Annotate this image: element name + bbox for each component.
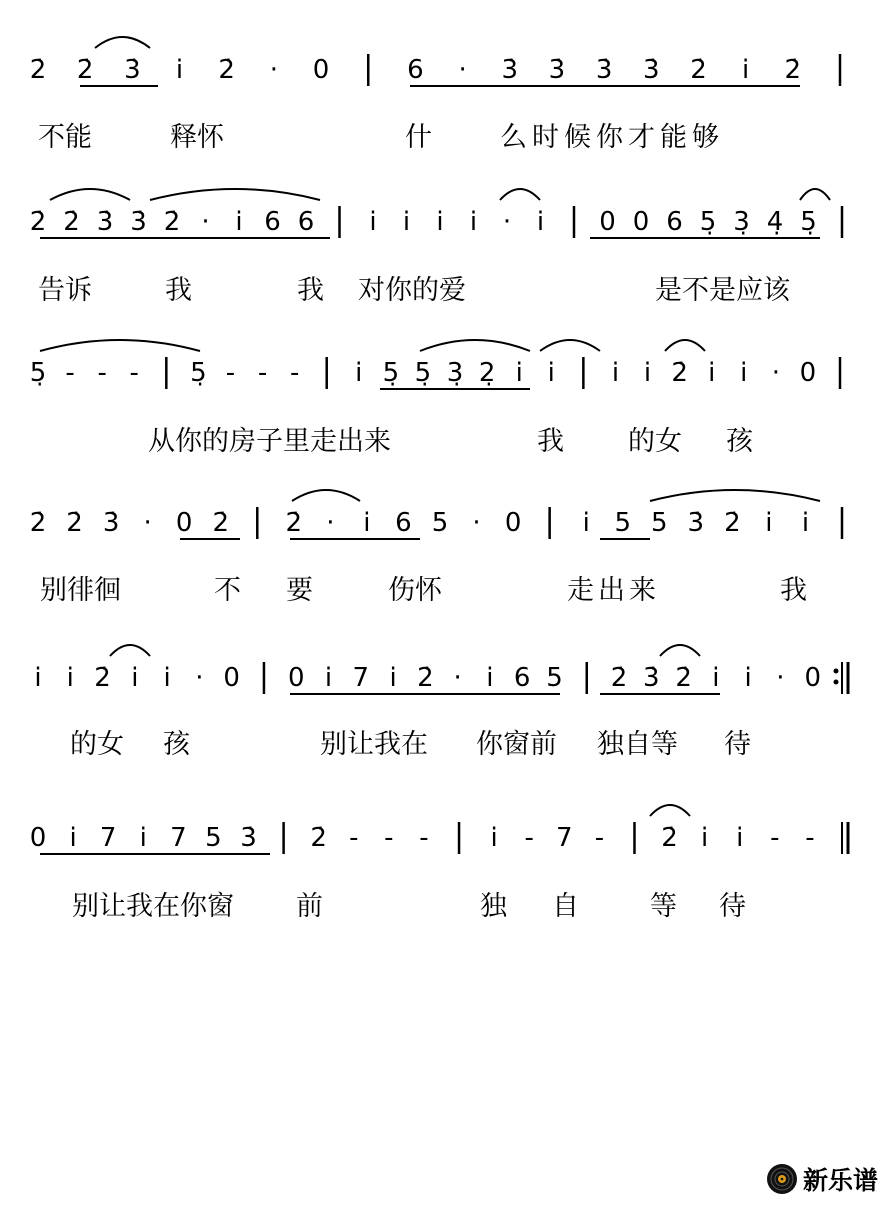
score-note: i [486, 663, 494, 693]
score-note: i [69, 823, 77, 853]
score-note: - [225, 358, 236, 388]
score-note: 5 [546, 663, 563, 693]
score-note: 2̇ [94, 663, 111, 693]
score-note: i [708, 358, 716, 388]
score-note: 3̇ [501, 55, 519, 85]
score-note: · [326, 508, 335, 538]
slur-arc [500, 189, 540, 200]
score-note: - [419, 823, 429, 853]
lyric-row-2-b: 我 [165, 275, 192, 306]
lyric-row-5-a: 的女 [70, 729, 124, 760]
site-logo-text: 新乐谱 [802, 1166, 878, 1195]
repeat-dot [834, 680, 839, 685]
score-note: i [490, 823, 498, 853]
score-note: 6 [407, 55, 424, 85]
slur-arc [95, 37, 150, 48]
score-note: i [34, 663, 42, 693]
score-note: 5 [205, 823, 222, 853]
slur-arc [110, 645, 150, 656]
score-note: 2̇ [690, 55, 707, 85]
score-note: 0 [599, 207, 616, 237]
score-note: i [701, 823, 709, 853]
score-note: 2̇ [76, 55, 94, 85]
score-note: 0 [804, 663, 821, 693]
lyric-row-6-a: 别让我在你窗 [72, 891, 234, 922]
score-note: 3̇ [643, 55, 660, 85]
score-note: · [195, 663, 204, 693]
score-note: - [257, 358, 268, 388]
score-note: 3̇ [124, 55, 141, 85]
lyric-row-2-a: 告诉 [38, 275, 92, 306]
slur-arc [650, 805, 690, 816]
lyric-row-1-a: 不能 [38, 122, 92, 153]
score-note: 2̇ [610, 663, 628, 693]
lyric-row-6-f: 待 [719, 891, 746, 922]
score-note: i [402, 207, 411, 237]
lyric-row-6-b: 前 [296, 891, 323, 922]
score-note: 7 [99, 823, 117, 853]
score-note: 2̇ [29, 207, 47, 237]
score-note: 3̇ [548, 55, 566, 85]
slur-arc [150, 189, 320, 200]
score-note: 3̇ [102, 508, 120, 538]
score-note: i [742, 55, 750, 85]
score-note: i [163, 663, 171, 693]
score-note: 5 [614, 508, 632, 538]
score-note: i [369, 207, 377, 237]
score-note: 5̣ [800, 207, 817, 237]
score-note: - [805, 823, 815, 853]
score-note: · [201, 207, 210, 237]
score-note: 2̇ [671, 358, 688, 388]
lyric-row-6-e: 等 [650, 891, 677, 922]
score-note: - [129, 358, 139, 388]
score-note: 2̇ [29, 55, 47, 85]
lyric-row-2-e: 是不是应该 [655, 275, 790, 306]
score-note: 2̇ [29, 508, 47, 538]
score-note: 6 [297, 207, 315, 237]
score-note: 5̣ [699, 207, 717, 237]
vinyl-record-icon [766, 1163, 798, 1195]
score-note: 5̣ [190, 358, 207, 388]
score-note: - [349, 823, 359, 853]
lyric-row-4-b: 不 [214, 575, 241, 606]
lyric-row-5-e: 独自等 [597, 729, 678, 760]
slur-arc [292, 490, 360, 501]
score-note: 3̇ [96, 207, 114, 237]
score-note: i [765, 508, 773, 538]
score-note: · [776, 663, 785, 693]
score-note: 3̇ [687, 508, 705, 538]
score-note: 6 [513, 663, 531, 693]
score-note: i [643, 358, 652, 388]
score-note: 0 [504, 508, 522, 538]
lyric-row-4-d: 伤怀 [388, 575, 442, 606]
lyric-row-1-b: 释怀 [170, 122, 224, 153]
lyric-row-2-d: 对你的爱 [358, 275, 466, 306]
score-note: i [324, 663, 333, 693]
slur-arc [40, 340, 200, 351]
score-note: · [453, 663, 462, 693]
lyric-row-1-d: 么时候你才能够 [500, 122, 724, 153]
score-note: 2̇ [784, 55, 802, 85]
lyric-row-6-c: 独 [480, 891, 507, 922]
score-note: 5̣ [29, 358, 47, 388]
lyric-row-1-c: 什 [405, 122, 432, 153]
score-note: i [712, 663, 720, 693]
lyric-row-5-c: 别让我在 [320, 729, 428, 760]
score-note: - [770, 823, 780, 853]
lyric-row-3-a: 从你的房子里走出来 [148, 426, 391, 457]
lyric-row-5-f: 待 [724, 729, 751, 760]
score-note: 3̇ [240, 823, 257, 853]
score-note: 0 [632, 207, 650, 237]
score-note: · [143, 508, 152, 538]
score-note: · [458, 55, 467, 85]
score-note: i [436, 207, 444, 237]
lyric-row-6-d: 自 [552, 891, 579, 922]
score-note: 6 [395, 508, 412, 538]
score-note: i [363, 508, 371, 538]
lyric-row-4-c: 要 [286, 575, 313, 606]
score-note: i [389, 663, 397, 693]
score-note: 0 [29, 823, 47, 853]
score-note: - [97, 358, 107, 388]
score-note: 0 [799, 358, 817, 388]
score-note: i [175, 55, 184, 85]
score-note: i [355, 358, 363, 388]
score-note: i [235, 207, 243, 237]
score-note: i [740, 358, 748, 388]
score-note: i [611, 358, 620, 388]
score-note: 0 [175, 508, 193, 538]
score-note: - [524, 823, 534, 853]
slur-arc [50, 189, 130, 200]
score-note: - [594, 823, 605, 853]
score-note: 6 [264, 207, 281, 237]
score-note: - [384, 823, 394, 853]
score-note: · [269, 55, 279, 85]
slur-arc [540, 340, 600, 351]
lyric-row-5-d: 你窗前 [476, 729, 557, 760]
repeat-dot [834, 669, 839, 674]
score-note: 7 [556, 823, 573, 853]
score-note: 0 [287, 663, 305, 693]
score-note: 3̇ [643, 663, 660, 693]
lyric-row-3-d: 孩 [726, 426, 753, 457]
score-note: 5̣ [382, 358, 400, 388]
score-note: 6 [666, 207, 683, 237]
score-note: i [131, 663, 139, 693]
score-note: i [469, 207, 478, 237]
score-note: 5 [431, 508, 449, 538]
score-note: 3̇ [130, 207, 147, 237]
lyric-row-3-b: 我 [537, 426, 564, 457]
score-note: 2̇ [212, 508, 230, 538]
score-note: 2̇ [163, 207, 181, 237]
score-note: 2̇ [417, 663, 434, 693]
score-note: i [744, 663, 752, 693]
score-note: - [289, 358, 300, 388]
score-note: i [736, 823, 744, 853]
score-note: 7 [352, 663, 370, 693]
score-note: i [515, 358, 523, 388]
score-note: i [536, 207, 545, 237]
score-note: i [139, 823, 147, 853]
score-note: · [472, 508, 481, 538]
lyric-row-2-c: 我 [297, 275, 324, 306]
score-note: i [66, 663, 74, 693]
score-note: 2̇ [661, 823, 678, 853]
score-note: 5̣ [414, 358, 432, 388]
score-note: 2̇ [675, 663, 692, 693]
lyric-row-5-b: 孩 [163, 729, 190, 760]
score-note: · [502, 207, 512, 237]
score-note: 2̇ [724, 508, 741, 538]
slur-arc [800, 189, 830, 200]
lyric-row-4-f: 我 [780, 575, 807, 606]
slur-arc [660, 645, 700, 656]
score-note: 2̇ [310, 823, 327, 853]
score-note: i [801, 508, 810, 538]
score-note: i [582, 508, 590, 538]
score-note: · [771, 358, 780, 388]
lyric-row-4-e: 走出来 [567, 575, 660, 606]
score-note: 7 [170, 823, 187, 853]
score-note: 3̇ [595, 55, 613, 85]
score-note: 0 [223, 663, 240, 693]
score-note: i [547, 358, 555, 388]
lyric-row-4-a: 别徘徊 [40, 575, 121, 606]
score-note: 4̣ [766, 207, 784, 237]
score-note: 2̣ [478, 358, 496, 388]
score-note: 3̣ [733, 207, 750, 237]
score-note: 2̇ [218, 55, 235, 85]
score-note: 3̣ [446, 358, 464, 388]
score-note: - [65, 358, 75, 388]
slur-arc [650, 490, 820, 501]
site-logo[interactable] [766, 1161, 878, 1197]
lyric-row-3-c: 的女 [628, 426, 682, 457]
score-note: 2̇ [66, 508, 83, 538]
score-note: 2̇ [285, 508, 303, 538]
slur-arc [665, 340, 705, 351]
score-note: 0 [312, 55, 330, 85]
slur-arc [420, 340, 530, 351]
score-note: 2̇ [63, 207, 80, 237]
score-note: 5 [650, 508, 668, 538]
